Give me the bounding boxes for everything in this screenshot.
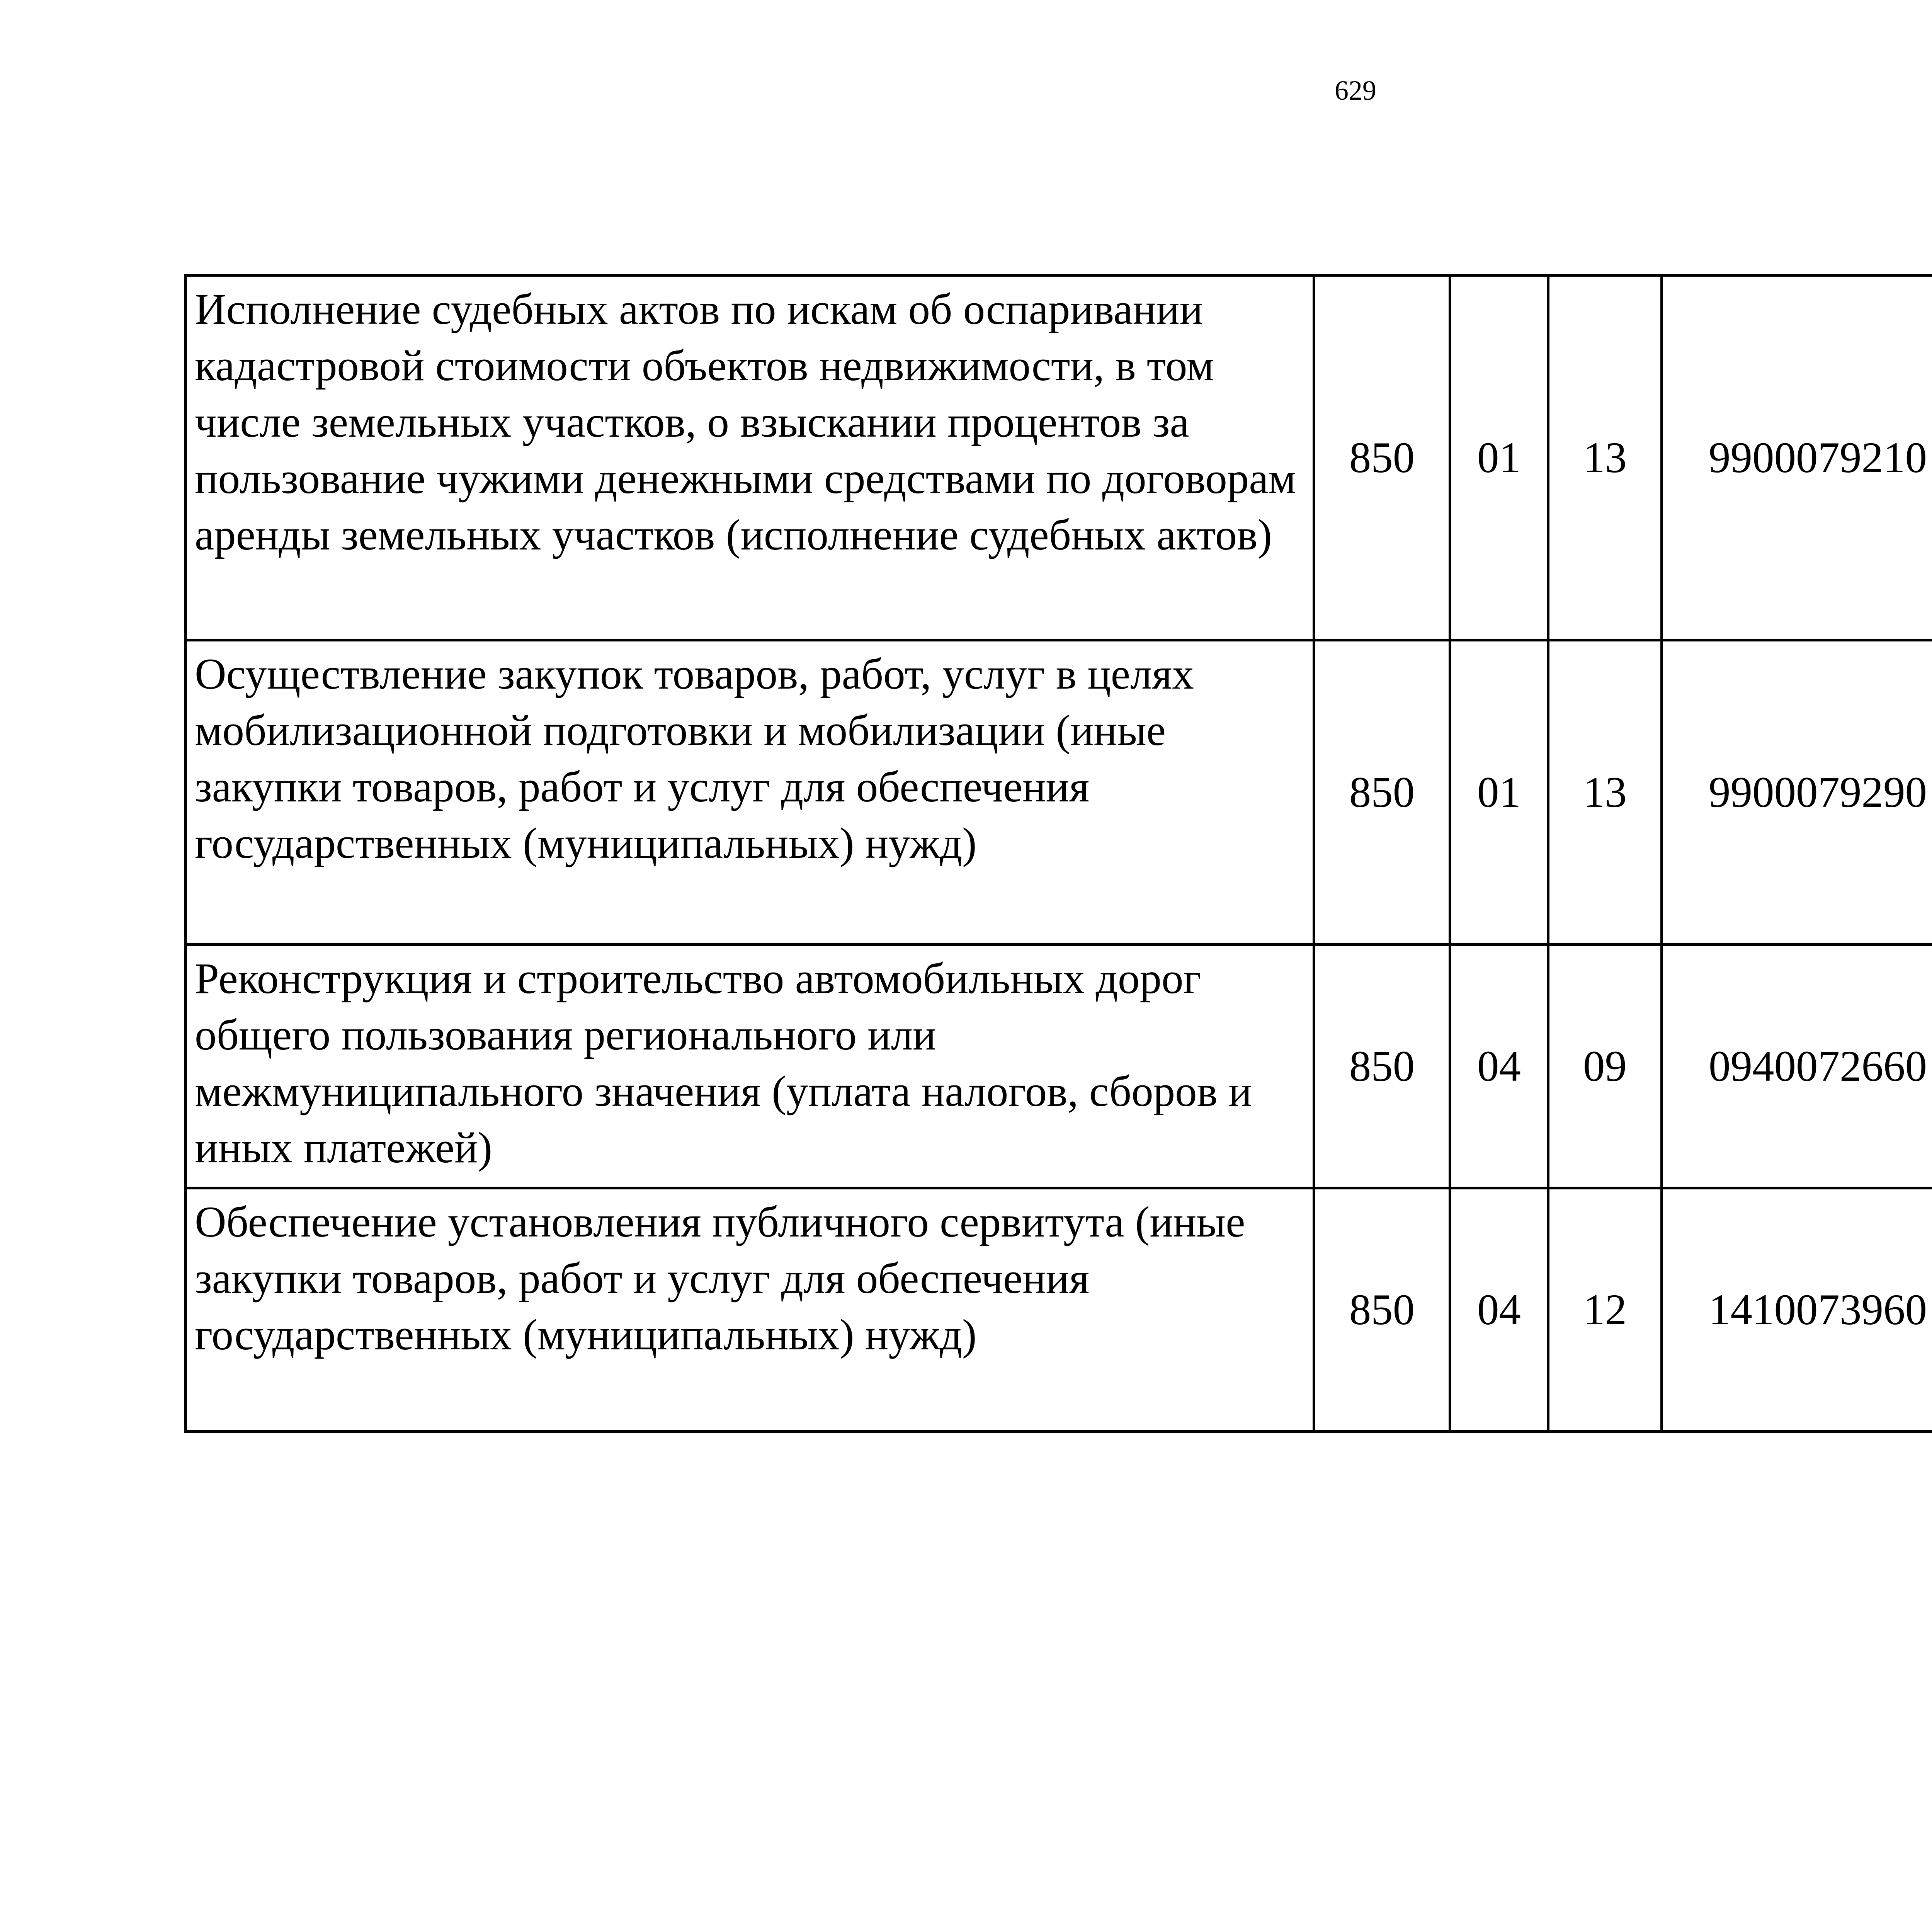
target-article-code: 9900079210 xyxy=(1662,276,1932,640)
subsection-code: 12 xyxy=(1548,1188,1662,1432)
table-row xyxy=(186,276,1932,640)
section-code: 04 xyxy=(1450,1188,1548,1432)
table-row xyxy=(186,1188,1932,1432)
budget-table xyxy=(184,274,1932,1433)
row-description: Реконструкция и строительство автомобильных дорог общего пользования регионального или межмуниципального значения (уплата налогов, сборов и иных платежей) xyxy=(186,945,1314,1188)
table-row xyxy=(186,640,1932,945)
subsection-code: 13 xyxy=(1548,276,1662,640)
target-article-code: 9900079290 xyxy=(1662,640,1932,945)
subsection-code: 09 xyxy=(1548,945,1662,1188)
section-code: 01 xyxy=(1450,640,1548,945)
section-code: 04 xyxy=(1450,945,1548,1188)
ministry-code: 850 xyxy=(1314,276,1450,640)
ministry-code: 850 xyxy=(1314,1188,1450,1432)
section-code: 01 xyxy=(1450,276,1548,640)
ministry-code: 850 xyxy=(1314,945,1450,1188)
page-number: 629 xyxy=(1335,75,1376,106)
row-description: Осуществление закупок товаров, работ, услуг в целях мобилизационной подготовки и мобилизации (иные закупки товаров, работ и услуг для обеспечения государственных (муниципальных) нужд) xyxy=(186,640,1314,945)
table-row xyxy=(186,945,1932,1188)
target-article-code: 0940072660 xyxy=(1662,945,1932,1188)
row-description: Обеспечение установления публичного сервитута (иные закупки товаров, работ и услуг для обеспечения государственных (муниципальных) нужд) xyxy=(186,1188,1314,1432)
target-article-code: 1410073960 xyxy=(1662,1188,1932,1432)
ministry-code: 850 xyxy=(1314,640,1450,945)
subsection-code: 13 xyxy=(1548,640,1662,945)
row-description: Исполнение судебных актов по искам об оспаривании кадастровой стоимости объектов недвижимости, в том числе земельных участков, о взыскании процентов за пользование чужими денежными средствами по договорам аренды земельных участков (исполнение судебных актов) xyxy=(186,276,1314,640)
